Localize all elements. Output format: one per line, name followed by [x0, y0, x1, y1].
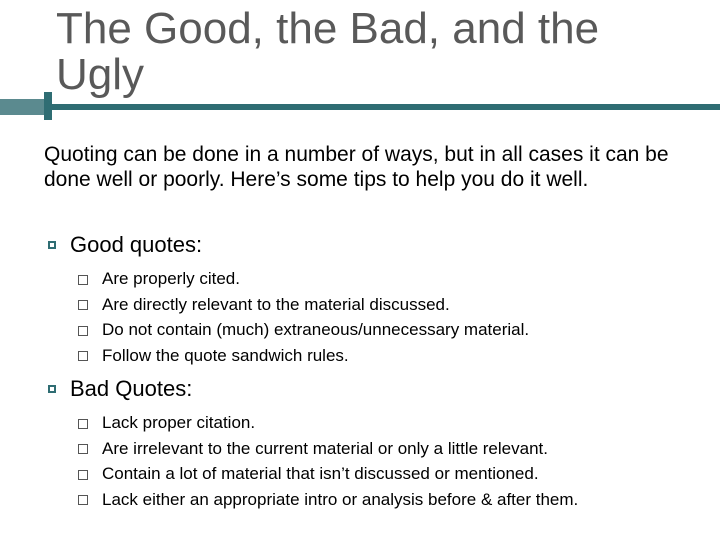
title-rule-left [0, 99, 44, 115]
title-accent-bar [44, 92, 52, 120]
list-item: Do not contain (much) extraneous/unnecessary material. [78, 317, 708, 343]
box-bullet-icon [78, 419, 88, 429]
list-item: Follow the quote sandwich rules. [78, 343, 708, 369]
list-item: Lack proper citation. [78, 410, 708, 436]
title-rule-right [52, 104, 720, 110]
square-bullet-icon [48, 385, 56, 393]
list-item: Are properly cited. [78, 266, 708, 292]
box-bullet-icon [78, 300, 88, 310]
good-quotes-section [48, 232, 708, 368]
box-bullet-icon [78, 444, 88, 454]
box-bullet-icon [78, 275, 88, 285]
intro-paragraph: Quoting can be done in a number of ways, but in all cases it can be done well or poorly. Here’s some tips to help you do it well. [44, 143, 669, 191]
bad-quotes-list [48, 410, 708, 512]
box-bullet-icon [78, 351, 88, 361]
box-bullet-icon [78, 495, 88, 505]
good-quotes-list [48, 266, 708, 368]
square-bullet-icon [48, 241, 56, 249]
bad-quotes-section [48, 376, 708, 512]
good-quotes-heading-row [48, 232, 708, 258]
bad-quotes-heading-row [48, 376, 708, 402]
slide-title: The Good, the Bad, and the Ugly [56, 4, 600, 99]
bad-quotes-heading: Bad Quotes: [70, 376, 193, 401]
list-item: Contain a lot of material that isn’t discussed or mentioned. [78, 461, 708, 487]
box-bullet-icon [78, 470, 88, 480]
list-item: Are directly relevant to the material discussed. [78, 292, 708, 318]
good-quotes-heading: Good quotes: [70, 232, 203, 257]
list-item: Are irrelevant to the current material or only a little relevant. [78, 436, 708, 462]
box-bullet-icon [78, 326, 88, 336]
list-item: Lack either an appropriate intro or analysis before & after them. [78, 487, 708, 513]
